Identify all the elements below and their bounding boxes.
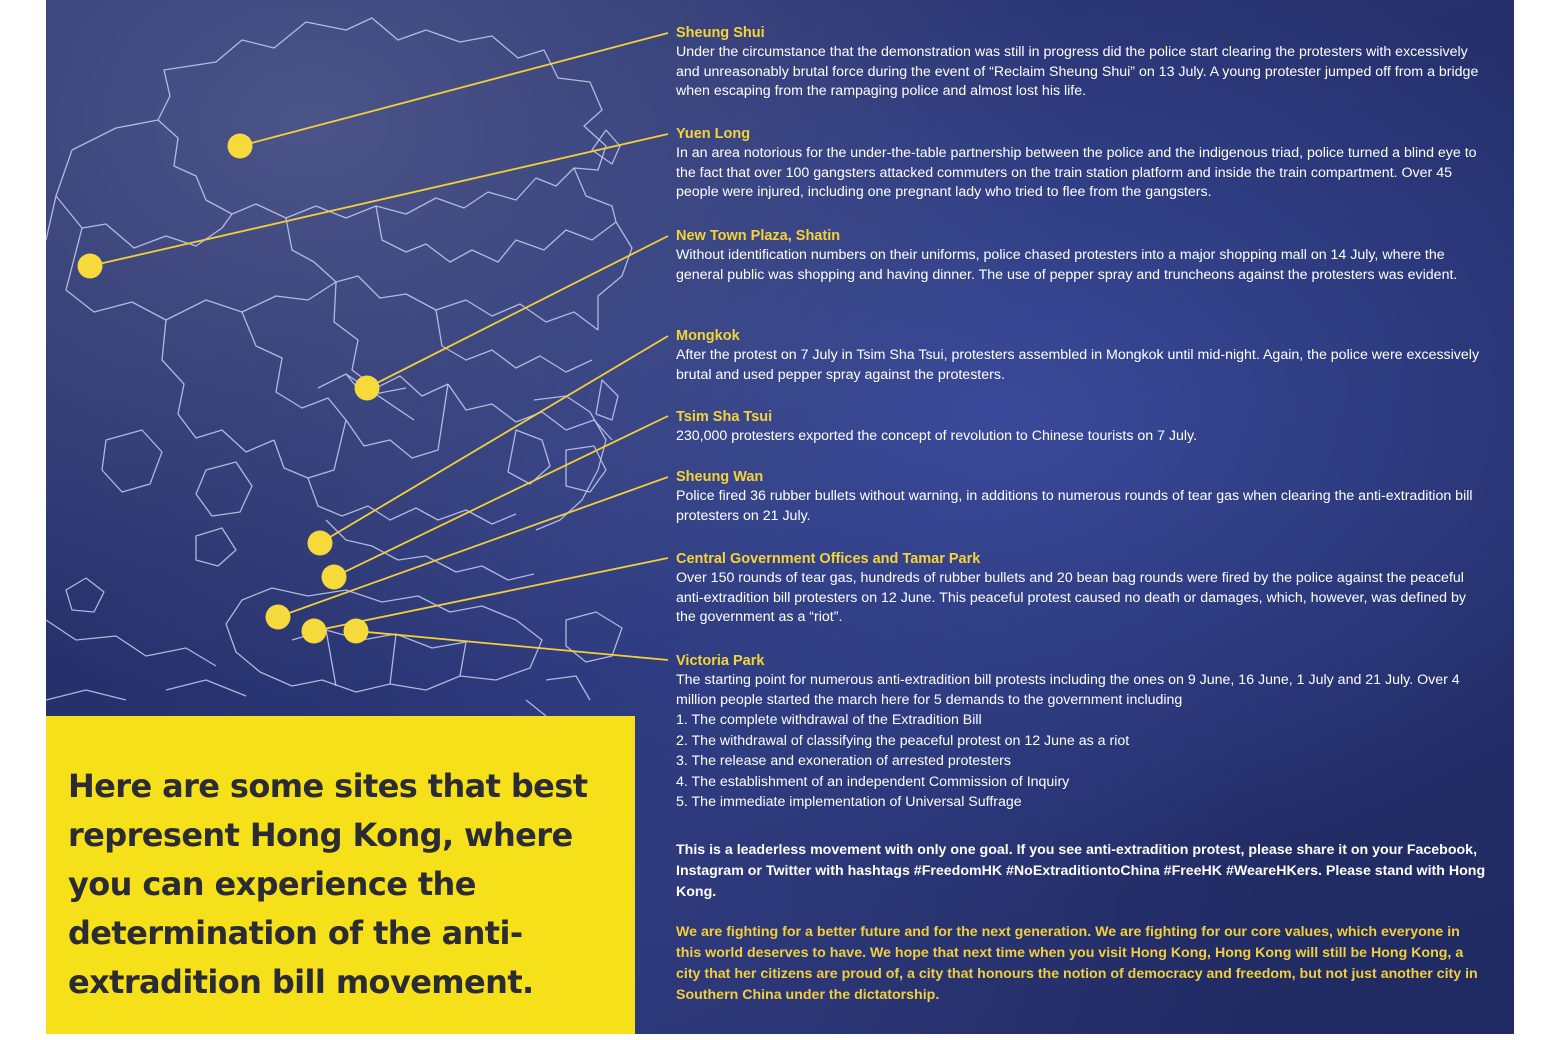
closing-statement: We are fighting for a better future and for the next generation. We are fighting for our core values, which everyone in this world deserves to have. We hope that next time when you visit Hong Kong, Hong Kong will still be Hong Kong, a city that her citizens are proud of, a city that honours the notion of democracy and freedom, but not just another city in Southern China under the dictatorship. [676, 924, 1478, 1003]
site-mongkok [676, 327, 1488, 385]
site-description: In an area notorious for the under-the-table partnership between the police and the indigenous triad, police turned a blind eye to the fact that over 100 gangsters attacked commuters on the train station platform and inside the train compartment. Over 45 people were injured, including one pregnant lady who tried to flee from the gangsters. [676, 145, 1477, 200]
site-name: Victoria Park [676, 653, 765, 669]
marker-victoria-park [344, 619, 369, 644]
demand-item: 2. The withdrawal of classifying the peaceful protest on 12 June as a riot [676, 732, 1130, 749]
site-tsim-sha-tsui [676, 408, 1488, 447]
site-sheung-wan [676, 468, 1488, 526]
site-description: 230,000 protesters exported the concept of revolution to Chinese tourists on 7 July. [676, 428, 1198, 444]
marker-yuen-long [78, 254, 103, 279]
site-description: Police fired 36 rubber bullets without warning, in additions to numerous rounds of tear gas when clearing the anti-extradition bill protesters on 21 July. [676, 488, 1473, 524]
site-description: The starting point for numerous anti-extradition bill protests including the ones on 9 June, 16 June, 1 July and 21 July. Over 4 million people started the march here for 5 demands to the government including [676, 672, 1460, 708]
site-name: Mongkok [676, 328, 740, 344]
district-boundaries [46, 18, 632, 716]
call-to-action: This is a leaderless movement with only one goal. If you see anti-extradition protest, please share it on your Facebook, Instagram or Twitter with hashtags #FreedomHK #NoExtraditiontoChina #FreeHK #WeareHKers. Please stand with Hong Kong. [676, 842, 1486, 900]
site-sheung-shui [676, 24, 1488, 102]
site-name: Central Government Offices and Tamar Park [676, 551, 981, 567]
marker-sheung-wan [266, 605, 291, 630]
site-name: Yuen Long [676, 126, 751, 142]
headline: Here are some sites that best represent Hong Kong, where you can experience the determination of the anti-extradition bill movement. [68, 767, 588, 1001]
headline-box [46, 716, 635, 1034]
site-description: Over 150 rounds of tear gas, hundreds of rubber bullets and 20 bean bag rounds were fired by the police against the peaceful anti-extradition bill protesters on 12 June. This peaceful protest caused no death or damages, which, however, was defined by the government as a “riot”. [676, 570, 1466, 625]
site-name: New Town Plaza, Shatin [676, 228, 841, 244]
demand-item: 3. The release and exoneration of arrested protesters [676, 753, 1011, 769]
demand-item: 1. The complete withdrawal of the Extradition Bill [676, 712, 982, 728]
marker-sheung-shui [228, 134, 253, 159]
five-demands-list [676, 710, 1488, 813]
site-name: Tsim Sha Tsui [676, 409, 773, 425]
marker-shatin [355, 376, 380, 401]
connector-lines [90, 33, 668, 660]
site-name: Sheung Shui [676, 25, 765, 41]
site-yuen-long [676, 125, 1488, 203]
marker-tsim-sha-tsui [322, 565, 347, 590]
site-description: Under the circumstance that the demonstration was still in progress did the police start clearing the protesters with excessively and unreasonably brutal force during the event of “Reclaim Sheung Shui” on 13 July. A young protester jumped off from a bridge when escaping from the rampaging police and almost lost his life. [676, 44, 1479, 99]
demand-item: 5. The immediate implementation of Universal Suffrage [676, 794, 1022, 810]
site-description: Without identification numbers on their uniforms, police chased protesters into a major shopping mall on 14 July, where the general public was shopping and having dinner. The use of pepper spray and truncheons against the protesters was evident. [676, 247, 1458, 283]
marker-mongkok [308, 531, 333, 556]
site-description: After the protest on 7 July in Tsim Sha Tsui, protesters assembled in Mongkok until mid-night. Again, the police were excessively brutal and used pepper spray against the protesters. [676, 347, 1480, 383]
site-victoria-park [676, 652, 1488, 813]
flyer-poster [46, 0, 1514, 1034]
demand-item: 4. The establishment of an independent Commission of Inquiry [676, 773, 1070, 790]
site-shatin [676, 227, 1488, 285]
marker-tamar-park [302, 619, 327, 644]
site-name: Sheung Wan [676, 469, 764, 485]
site-tamar-park [676, 550, 1488, 628]
